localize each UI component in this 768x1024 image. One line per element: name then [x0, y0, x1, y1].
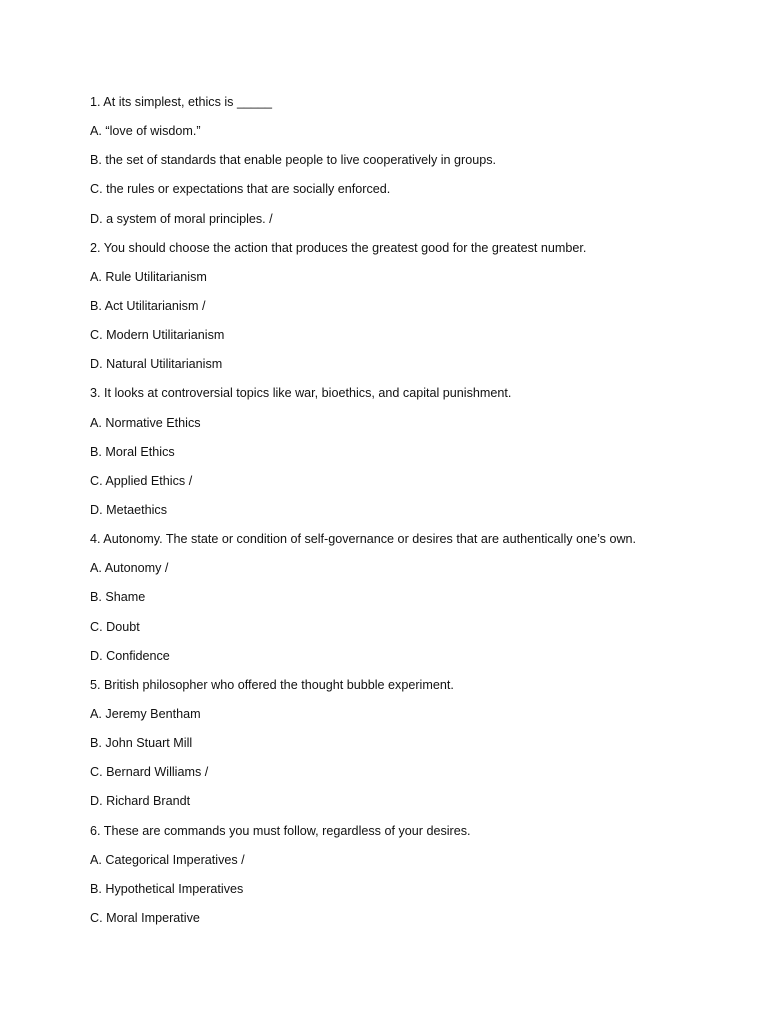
question-4-option-c: C. Doubt: [90, 619, 140, 634]
question-4-option-b: B. Shame: [90, 590, 146, 605]
question-1-option-a: A. “love of wisdom.”: [90, 124, 201, 139]
question-3-option-c: C. Applied Ethics /: [90, 473, 193, 488]
quiz-text: [90, 93, 730, 938]
question-2-option-c: C. Modern Utilitarianism: [90, 328, 225, 343]
question-6-option-c: C. Moral Imperative: [90, 910, 200, 925]
question-4-option-a: A. Autonomy /: [90, 561, 169, 576]
question-3-option-d: D. Metaethics: [90, 502, 167, 517]
question-2-option-a: A. Rule Utilitarianism: [90, 269, 207, 284]
question-5: 5. British philosopher who offered the thought bubble experiment.: [90, 677, 454, 692]
question-5-option-a: A. Jeremy Bentham: [90, 706, 201, 721]
question-6-option-a: A. Categorical Imperatives /: [90, 852, 245, 867]
question-2-option-b: B. Act Utilitarianism /: [90, 298, 206, 313]
question-1: 1. At its simplest, ethics is _____: [90, 95, 272, 109]
question-1-option-b: B. the set of standards that enable people to live cooperatively in groups.: [90, 153, 497, 168]
question-5-option-d: D. Richard Brandt: [90, 794, 191, 809]
question-1-option-d: D. a system of moral principles. /: [90, 211, 273, 226]
question-4-option-d: D. Confidence: [90, 648, 170, 663]
question-3: 3. It looks at controversial topics like war, bioethics, and capital punishment.: [90, 386, 512, 401]
question-6-option-b: B. Hypothetical Imperatives: [90, 881, 244, 896]
question-2: 2. You should choose the action that produces the greatest good for the greatest number.: [90, 240, 587, 255]
question-2-option-d: D. Natural Utilitarianism: [90, 357, 223, 372]
question-3-option-a: A. Normative Ethics: [90, 415, 201, 430]
question-6: 6. These are commands you must follow, regardless of your desires.: [90, 823, 471, 838]
question-4: 4. Autonomy. The state or condition of self-governance or desires that are authentically one’s own.: [90, 532, 637, 547]
question-5-option-c: C. Bernard Williams /: [90, 765, 209, 780]
question-1-option-c: C. the rules or expectations that are socially enforced.: [90, 182, 391, 197]
question-5-option-b: B. John Stuart Mill: [90, 736, 193, 751]
question-3-option-b: B. Moral Ethics: [90, 444, 175, 459]
